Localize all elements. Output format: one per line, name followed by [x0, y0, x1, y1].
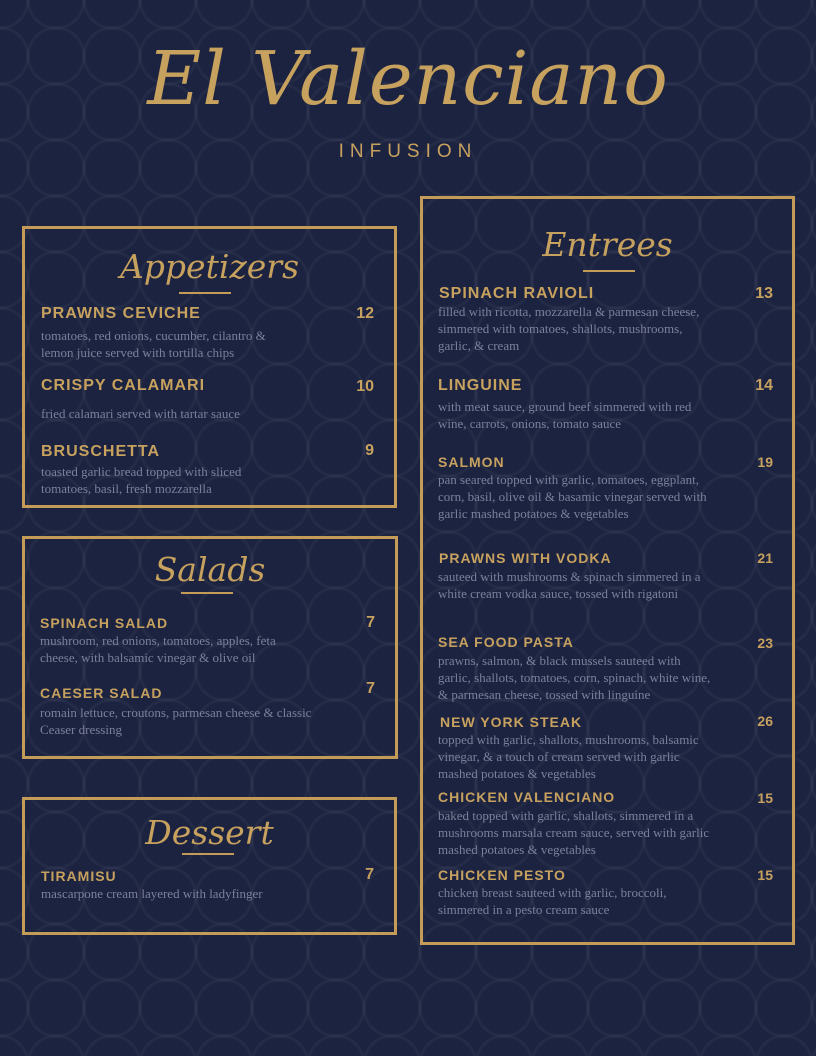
menu-item-price: 14 — [755, 377, 773, 394]
menu-item-desc: tomatoes, red onions, cucumber, cilantro & lemon juice served with tortilla chips — [41, 328, 266, 360]
menu-item-name: SPINACH RAVIOLI — [439, 285, 595, 302]
salads-title: Salads — [154, 550, 266, 589]
menu-item-name: CAESER SALAD — [40, 685, 163, 701]
menu-item-price: 7 — [366, 614, 375, 631]
dessert-title: Dessert — [145, 813, 274, 852]
menu-item-desc: sauteed with mushrooms & spinach simmered in a white cream vodka sauce, tossed with rigatoni — [438, 569, 701, 601]
entrees-section — [420, 196, 795, 945]
appetizers-title: Appetizers — [119, 247, 300, 286]
menu-item-name: CRISPY CALAMARI — [41, 377, 206, 394]
appetizers-section — [22, 226, 397, 508]
restaurant-tagline: INFUSION — [338, 141, 478, 162]
menu-item-desc: mascarpone cream layered with ladyfinger — [41, 886, 263, 901]
menu-item-price: 7 — [365, 866, 374, 883]
menu-item-price: 10 — [356, 378, 374, 395]
menu-item-price: 7 — [366, 680, 375, 697]
dessert-section — [22, 797, 397, 935]
menu-item-name: NEW YORK STEAK — [440, 714, 583, 730]
entrees-title: Entrees — [542, 225, 673, 264]
menu-item-price: 26 — [757, 713, 773, 729]
appetizers-underline — [179, 292, 231, 294]
menu-item-name: SALMON — [438, 454, 505, 470]
menu-item-name: TIRAMISU — [41, 868, 117, 884]
menu-item-desc: with meat sauce, ground beef simmered with red wine, carrots, onions, tomato sauce — [438, 399, 692, 431]
menu-item-desc: baked topped with garlic, shallots, simmered in a mushrooms marsala cream sauce, served with garlic mashed potatoes & vegetables — [438, 808, 710, 857]
menu-item-name: SPINACH SALAD — [40, 615, 169, 631]
menu-item-price: 21 — [757, 550, 773, 566]
menu-item-desc: prawns, salmon, & black mussels sauteed with garlic, shallots, tomatoes, corn, spinach, white wine, & parmesan cheese, tossed with linguine — [438, 653, 711, 702]
menu-item-name: PRAWNS CEVICHE — [41, 305, 201, 322]
menu-item-desc: mushroom, red onions, tomatoes, apples, feta cheese, with balsamic vinegar & olive oil — [40, 633, 276, 665]
menu-item-name: LINGUINE — [438, 377, 523, 394]
menu-item-name: CHICKEN VALENCIANO — [438, 789, 616, 805]
menu-item-desc: chicken breast sauteed with garlic, broccoli, simmered in a pesto cream sauce — [438, 885, 667, 917]
menu-item-name: SEA FOOD PASTA — [438, 634, 574, 650]
menu-item-desc: toasted garlic bread topped with sliced tomatoes, basil, fresh mozzarella — [41, 464, 242, 496]
entrees-underline — [583, 270, 635, 272]
menu-item-name: CHICKEN PESTO — [438, 867, 566, 883]
salads-section — [22, 536, 398, 759]
menu-item-price: 9 — [365, 442, 374, 459]
menu-item-name: PRAWNS WITH VODKA — [439, 550, 612, 566]
dessert-underline — [182, 853, 234, 855]
menu-item-price: 15 — [757, 867, 773, 883]
menu-item-price: 12 — [356, 305, 374, 322]
menu-item-desc: fried calamari served with tartar sauce — [41, 406, 240, 421]
menu-item-desc: romain lettuce, croutons, parmesan cheese & classic Ceaser dressing — [40, 705, 312, 737]
menu-item-price: 23 — [757, 635, 773, 651]
menu-item-desc: filled with ricotta, mozzarella & parmesan cheese, simmered with tomatoes, shallots, mushrooms, garlic, & cream — [438, 304, 700, 353]
menu-item-desc: topped with garlic, shallots, mushrooms, balsamic vinegar, & a touch of cream served with garlic mashed potatoes & vegetables — [438, 732, 699, 781]
restaurant-name: El Valenciano — [147, 36, 669, 122]
menu-item-name: BRUSCHETTA — [41, 443, 161, 460]
menu-item-price: 13 — [755, 285, 773, 302]
menu-item-price: 19 — [757, 454, 773, 470]
salads-underline — [181, 592, 233, 594]
menu-item-desc: pan seared topped with garlic, tomatoes, eggplant, corn, basil, olive oil & basamic vinegar served with garlic mashed potatoes & vegetables — [438, 472, 707, 521]
menu-item-price: 15 — [757, 790, 773, 806]
